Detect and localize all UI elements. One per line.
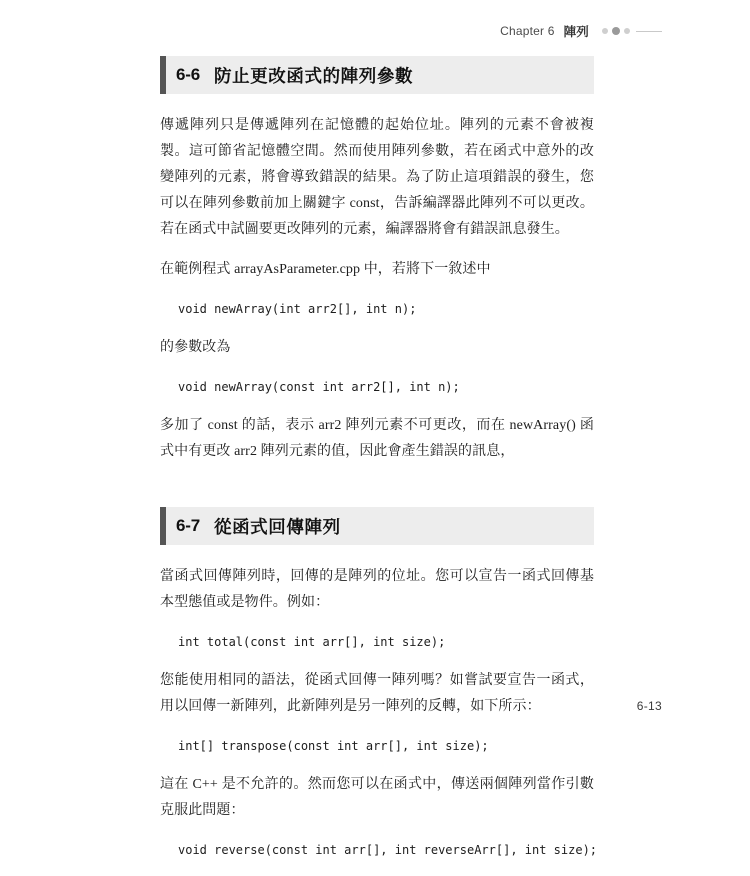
header-chapter-title: 陣列 [563,25,589,39]
paragraph: 您能使用相同的語法，從函式回傳一陣列嗎？如嘗試要宣告一函式，用以回傳一新陣列，此新陣列是另一陣列的反轉，如下所示： [160,673,594,714]
header-decoration [602,27,662,35]
section-number: 6-6 [176,65,200,84]
section-heading-6-7 [160,507,594,545]
code-line: void newArray(const int arr2[], int n); [178,380,460,394]
section-spacer [160,479,594,507]
decoration-dot-small-left [602,28,608,34]
decoration-dot-small-right [624,28,630,34]
paragraph: 傳遞陣列只是傳遞陣列在記憶體的起始位址。陣列的元素不會被複製。這可節省記憶體空間。然而使用陣列參數，若在函式中意外的改變陣列的元素，將會導致錯誤的結果。為了防止這項錯誤的發生，您可以在陣列參數前加上關鍵字 const，告訴編譯器此陣列不可以更改。若在函式中試圖要更改陣列的元素，編譯器將會有錯誤訊息發生。 [160,118,594,237]
paragraph: 在範例程式 arrayAsParameter.cpp 中，若將下一敘述中 [160,262,491,277]
paragraph: 這在 C++ 是不允許的。然而您可以在函式中，傳送兩個陣列當作引數克服此問題： [160,777,594,818]
content-column [160,56,598,876]
decoration-rule [636,31,662,32]
paragraph: 當函式回傳陣列時，回傳的是陣列的位址。您可以宣告一函式回傳基本型態值或是物件。例如： [160,569,594,610]
decoration-dot-large [612,27,620,35]
code-line: int total(const int arr[], int size); [178,635,446,649]
running-header [500,22,662,40]
paragraph: 多加了 const 的話，表示 arr2 陣列元素不可更改，而在 newArray() 函式中有更改 arr2 陣列元素的值，因此會產生錯誤的訊息， [160,418,594,459]
paragraph: 的參數改為 [160,340,231,355]
section-heading-bar [160,507,166,545]
section-heading-bar [160,56,166,94]
section-heading-6-6 [160,56,594,94]
header-chapter-label: Chapter 6 [500,24,555,38]
section-number: 6-7 [176,516,200,535]
code-line: void newArray(int arr2[], int n); [178,302,417,316]
section-title: 防止更改函式的陣列參數 [213,65,414,86]
section-title: 從函式回傳陣列 [213,516,341,537]
code-line: int[] transpose(const int arr[], int size); [178,739,489,753]
code-line: void reverse(const int arr[], int reverseArr[], int size); [178,843,598,857]
page-number: 6-13 [636,699,662,713]
